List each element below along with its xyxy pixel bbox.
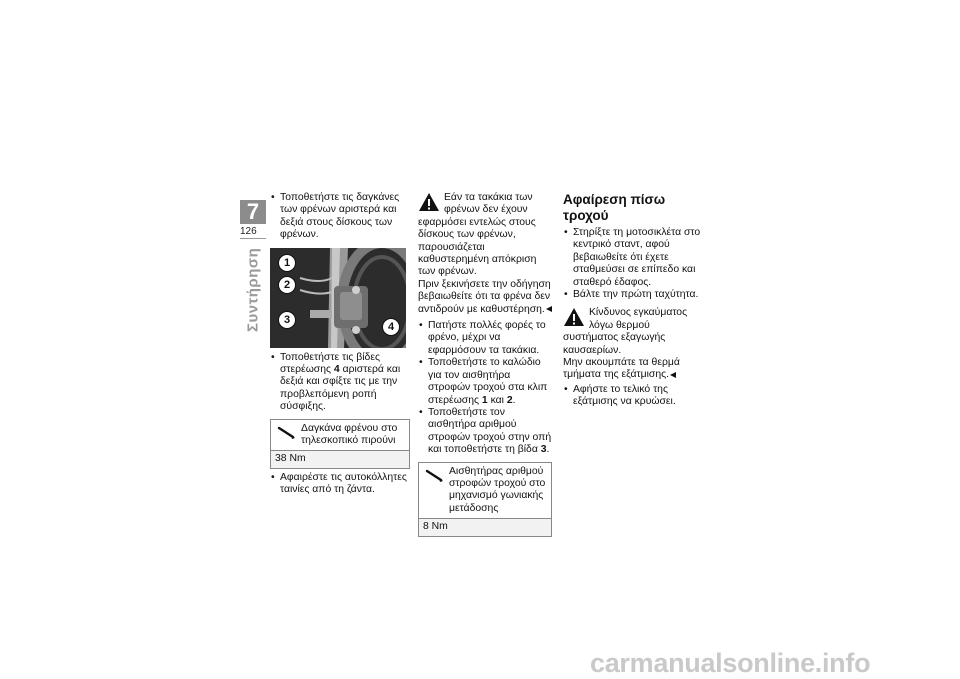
brake-caliper-photo (270, 248, 406, 348)
torque-spec-box (270, 419, 410, 469)
torque-spec-header (419, 463, 551, 519)
column-1 (270, 192, 410, 497)
torque-wrench-icon (277, 426, 297, 440)
instruction-text (428, 407, 552, 457)
list-item (270, 472, 410, 497)
torque-spec-value: 8 Nm (419, 518, 551, 535)
callout-3: 3 (278, 311, 296, 329)
warning-text-2 (563, 357, 703, 382)
end-of-section-icon (546, 306, 552, 312)
text-part: . (512, 394, 516, 406)
text-part: αριστερά και δεξιά και σφίξτε τις με την προβλεπόμενη ροπή σύσφιξης. (280, 364, 401, 413)
section-heading: Αφαίρεση πίσω τροχού (563, 192, 666, 223)
end-of-section-icon (670, 372, 676, 378)
warning-instruction: Πριν ξεκινήσετε την οδήγηση βεβαιωθείτε ότι τα φρένα δεν αντιδρούν με καθυστέρηση. (418, 278, 551, 315)
list-item (418, 357, 552, 407)
instruction-text: • Τοποθετήστε τις δαγκάνες των φρένων αριστερά και δεξιά στους δίσκους των φρένων. (280, 192, 400, 241)
instruction-text: • Αφήστε το τελικό της εξάτμισης να κρυώσει. (573, 383, 676, 408)
warning-note (563, 307, 703, 381)
instruction-text: • Βάλτε την πρώτη ταχύτητα. (573, 289, 699, 301)
text-part: . (546, 444, 550, 456)
text-part: Τοποθετήστε τον αισθητήρα αριθμού στροφών τροχού στην οπή και τοποθετήστε τη βίδα (428, 406, 552, 456)
list-item (563, 227, 703, 289)
callout-ref: 2 (506, 394, 513, 406)
callout-4: 4 (382, 318, 400, 336)
callout-1: 1 (278, 254, 296, 272)
chapter-title-vertical (231, 248, 275, 348)
torque-spec-label: Δαγκάνα φρένου στο τηλεσκοπικό πιρούνι (301, 422, 398, 447)
watermark: carmanualsonline.info (590, 648, 871, 678)
instruction-text: • Στηρίξτε τη μοτοσικλέτα στο κεντρικό σταντ, αφού βεβαιωθείτε ότι έχετε σταθμεύσει σε επίπεδο και σταθερό έδαφος. (573, 227, 701, 288)
torque-spec-label: Αισθητήρας αριθμού στροφών τροχού στο μηχανισμό γωνιακής μετάδοσης (449, 465, 546, 514)
warning-text: Κίνδυνος εγκαύματος λόγω θερμού συστήματος εξαγωγής καυσαερίων. (563, 307, 688, 356)
callout-ref: 4 (333, 364, 340, 376)
torque-spec-value: 38 Nm (271, 450, 409, 467)
torque-spec-header (271, 420, 409, 451)
column-2 (418, 192, 552, 540)
page-divider (240, 238, 266, 239)
torque-wrench-icon (425, 469, 445, 483)
text-part: Τοποθετήστε τις βίδες στερέωσης (280, 351, 380, 376)
chapter-number-badge: 7 (240, 200, 266, 224)
torque-spec-box (418, 462, 552, 537)
warning-triangle-icon (418, 192, 440, 212)
callout-ref: 3 (540, 444, 547, 456)
warning-instruction: Μην ακουμπάτε τα θερμά τμήματα της εξάτμισης. (563, 357, 680, 381)
instruction-text: • Πατήστε πολλές φορές το φρένο, μέχρι να εφαρμόσουν τα τακάκια. (428, 320, 546, 356)
list-item (270, 352, 410, 414)
instruction-text (280, 352, 410, 414)
list-item (563, 289, 703, 301)
warning-triangle-icon (563, 307, 585, 327)
instruction-text (428, 357, 552, 407)
callout-ref: 1 (481, 394, 488, 406)
page-number: 126 (240, 226, 257, 237)
column-3 (563, 192, 703, 409)
warning-text: Εάν τα τακάκια των φρένων δεν έχουν εφαρμόσει εντελώς στους δίσκους των φρένων, παρουσιάζεται καθυστερημένη απόκριση των φρένων. (418, 192, 537, 278)
chapter-title-text: Συντήρηση (244, 248, 262, 333)
instruction-text: • Αφαιρέστε τις αυτοκόλλητες ταινίες από τη ζάντα. (280, 471, 407, 496)
text-part: και (487, 394, 507, 406)
list-item (418, 407, 552, 457)
list-item (418, 320, 552, 357)
warning-text-2 (418, 279, 552, 316)
text-part: Τοποθετήστε το καλώδιο για τον αισθητήρα στροφών τροχού στα κλιπ στερέωσης (428, 357, 548, 406)
warning-note (418, 192, 552, 316)
list-item (270, 192, 410, 242)
list-item (563, 384, 703, 409)
callout-2: 2 (278, 276, 296, 294)
